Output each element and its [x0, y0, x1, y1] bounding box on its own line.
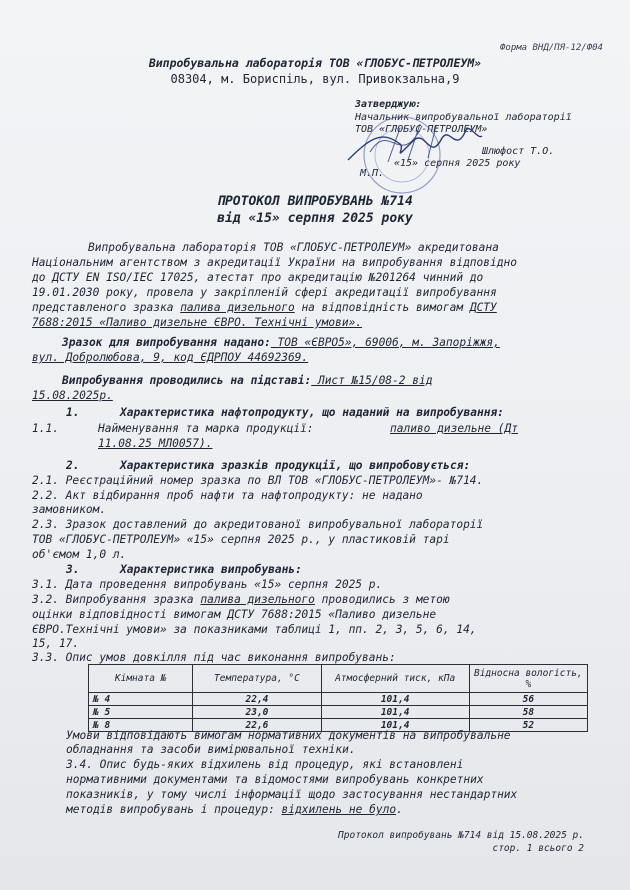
signature	[348, 129, 482, 160]
protocol-date: від «15» серпня 2025 року	[217, 211, 413, 226]
stamp-inner-circle	[375, 128, 429, 182]
basis-line-1	[62, 374, 432, 387]
cell-humidity: 52	[469, 719, 587, 732]
approval-company: ТОВ «ГЛОБУС-ПЕТРОЛЕУМ»	[355, 124, 488, 135]
section-3-item-3: 3.3. Опис умов довкілля під час виконання випробувань:	[32, 651, 396, 664]
conditions-line-1: Умови відповідають вимогам нормативних документів на випробувальне	[66, 729, 511, 742]
s3-i2a-pre: 3.2. Випробування зразка	[32, 593, 201, 606]
sample-value-2: вул. Добролюбова, 9, код ЄДРПОУ 44692369.	[32, 351, 309, 364]
approval-position: Начальник випробувальної лабораторії	[355, 112, 572, 123]
section-3-item-1: 3.1. Дата проведення випробувань «15» серпня 2025 р.	[32, 578, 383, 591]
section-2-item-3a: 2.3. Зразок доставлений до акредитованої випробувальної лабораторії	[32, 518, 484, 531]
section-1-item-value-1: паливо дизельне (Дт	[390, 422, 518, 435]
section-1-num: 1.	[66, 406, 80, 419]
section-3-title: Характеристика випробувань:	[120, 563, 302, 576]
deviation-line-2: нормативними документами та відомостями випробувань конкретних	[66, 773, 484, 786]
sample-line-1	[62, 336, 500, 349]
form-code: Форма ВНД/ПЯ-12/Ф04	[500, 43, 603, 53]
deviation-line-1: 3.4. Опис будь-яких відхилень від процедур, які встановлені	[66, 758, 464, 771]
col-room: Кімната №	[89, 665, 193, 693]
environment-table	[88, 664, 588, 732]
protocol-title: ПРОТОКОЛ ВИПРОБУВАНЬ №714	[217, 194, 413, 209]
signature-and-stamp	[330, 100, 490, 195]
deviation-result: відхилень не було	[281, 803, 397, 816]
section-2-item-2a: 2.2. Акт відбирання проб нафти та нафтопродукту: не надано	[32, 489, 423, 502]
intro-fuel: палива дизельного	[180, 301, 295, 314]
basis-value-1: Лист №15/08-2 від	[311, 374, 433, 387]
section-1-item-label: Найменування та марка продукції:	[98, 422, 314, 435]
intro-line-4: 19.01.2030 року, провела у закріпленій сфері акредитації випробування	[32, 286, 497, 299]
intro-line-5	[32, 301, 497, 314]
cell-temperature: 23,0	[193, 706, 321, 719]
basis-label: Випробування проводились на підставі:	[62, 374, 312, 387]
cell-pressure: 101,4	[321, 693, 469, 706]
section-3-item-2b: оцінки відповідності вимогам ДСТУ 7688:2015 «Паливо дизельне	[32, 608, 437, 621]
lab-name: Випробувальна лабораторія ТОВ «ГЛОБУС-ПЕТРОЛЕУМ»	[148, 56, 482, 70]
deviation-line-3: показників, у тому числі інформації щодо застосування нестандартних	[66, 788, 518, 801]
approval-date: «15» серпня 2025 року	[394, 158, 521, 169]
intro-line-2: Національним агентством з акредитації України на випробування відповідно	[32, 256, 517, 269]
conditions-line-2: обладнання та засоби вимірювальної техніки.	[66, 743, 356, 756]
intro-line-1: Випробувальна лабораторія ТОВ «ГЛОБУС-ПЕТРОЛЕУМ» акредитована	[88, 241, 499, 254]
cell-room: № 5	[89, 706, 193, 719]
col-temperature: Температура, °С	[193, 665, 321, 693]
intro-l5a: представленого зразка	[32, 301, 181, 314]
approval-signer: Шлюфост Т.О.	[482, 146, 555, 157]
table-row	[89, 706, 588, 719]
cell-humidity: 58	[469, 706, 587, 719]
footer-page-count: стор. 1 всього 2	[492, 843, 584, 854]
section-2-item-3b: ТОВ «ГЛОБУС-ПЕТРОЛЕУМ» «15» серпня 2025 р., у пластиковій тарі	[32, 533, 450, 546]
section-2-title: Характеристика зразків продукції, що випробовується:	[120, 459, 471, 472]
basis-value-2: 15.08.2025р.	[32, 389, 113, 402]
lab-address: 08304, м. Бориспіль, вул. Привокзальна,9	[170, 72, 460, 86]
cell-humidity: 56	[469, 693, 587, 706]
cell-temperature: 22,6	[193, 719, 321, 732]
section-2-item-2b: замовником.	[32, 503, 107, 516]
stamp-mark: М.П.	[360, 168, 385, 179]
deviation-l4a: методів випробувань і процедур:	[66, 803, 282, 816]
section-2-item-3c: об'ємом 1,0 л.	[32, 548, 127, 561]
section-3-num: 3.	[66, 563, 80, 576]
footer-protocol-ref: Протокол випробувань №714 від 15.08.2025 р.	[338, 830, 584, 841]
col-pressure: Атмосферний тиск, кПа	[321, 665, 469, 693]
sample-value-1: ТОВ «ЄВРО5», 69006, м. Запоріжжя,	[270, 336, 500, 349]
cell-room: № 8	[89, 719, 193, 732]
section-2-item-1: 2.1. Реєстраційний номер зразка по ВЛ ТОВ «ГЛОБУС-ПЕТРОЛЕУМ»- №714.	[32, 474, 484, 487]
section-3-item-2d: 15, 17.	[32, 637, 80, 650]
cell-pressure: 101,4	[321, 706, 469, 719]
intro-standard: ДСТУ	[469, 301, 497, 314]
intro-line-6: 7688:2015 «Паливо дизельне ЄВРО. Технічні умови».	[32, 316, 363, 329]
intro-line-3: до ДСТУ EN ISO/IEC 17025, атестат про акредитацію №201264 чинний до	[32, 271, 484, 284]
sample-label: Зразок для випробування надано:	[62, 336, 271, 349]
deviation-l4c: .	[396, 803, 403, 816]
deviation-line-4	[66, 803, 403, 816]
section-1-title: Характеристика нафтопродукту, що наданий на випробування:	[120, 406, 504, 419]
s3-i2a-fuel: палива дизельного	[200, 593, 315, 606]
section-1-item-num: 1.1.	[32, 422, 59, 435]
s3-i2a-post: проводились з метою	[314, 593, 450, 606]
section-3-item-2c: ЄВРО.Технічні умови» за показниками таблиці 1, пп. 2, 3, 5, 6, 14,	[32, 623, 477, 636]
cell-room: № 4	[89, 693, 193, 706]
section-2-num: 2.	[66, 459, 80, 472]
table-row	[89, 693, 588, 706]
approval-label: Затверджую:	[355, 99, 422, 110]
table-header-row	[89, 665, 588, 693]
intro-l5c: на відповідність вимогам	[294, 301, 470, 314]
cell-temperature: 22,4	[193, 693, 321, 706]
section-3-item-2a	[32, 593, 450, 606]
section-1-item-value-2: 11.08.25 МЛ0057).	[98, 437, 213, 450]
cell-pressure: 101,4	[321, 719, 469, 732]
col-humidity: Відносна вологість, %	[469, 665, 587, 693]
